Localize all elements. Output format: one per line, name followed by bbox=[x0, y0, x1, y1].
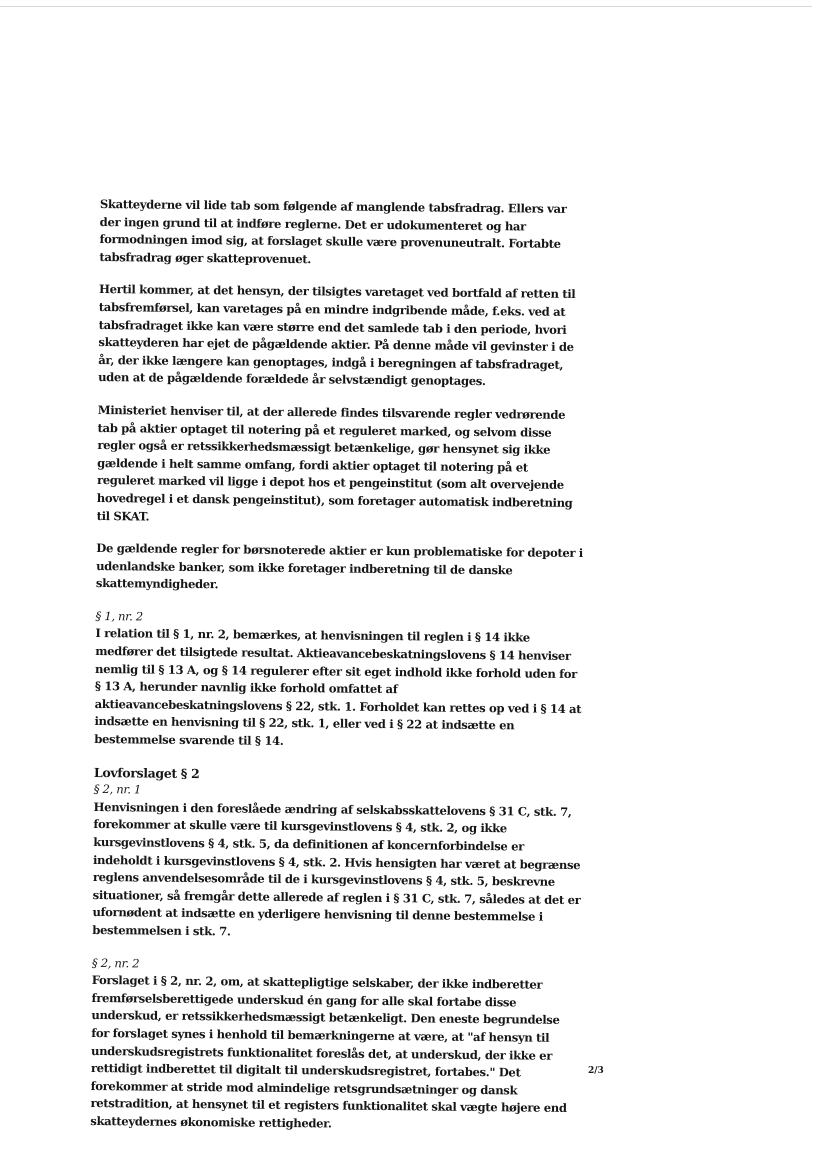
body-text bbox=[90, 196, 588, 1151]
paragraph-alternative: Hertil kommer, at det hensyn, der tilsigtes varetaget ved bortfald af retten til tabsfremførsel, kan varetages på en mindre indgribende måde, f.eks. ved at tabsfradraget ikke kan være større end det samlede tab i den periode, hvori skatteyderen har ejet de pågældende aktier. På denne måde vil gevinster i de år, der ikke længere kan genoptages, indgå i beregningen af tabsfradraget, uden at de pågældende forældede år selvstændigt genoptages. bbox=[98, 282, 576, 389]
scan-edge-line bbox=[0, 6, 812, 7]
section-heading-2: Lovforslaget § 2 bbox=[93, 764, 200, 781]
paragraph-tab-loss: Skatteyderne vil lide tab som følgende af manglende tabsfradrag. Ellers var der ingen grund til at indføre reglerne. Det er udokumenteret og har formodningen imod sig, at forslaget skulle være provenuneutralt. Fortabte tabsfradrag øger skatteprovenuet. bbox=[99, 196, 567, 266]
page-number: 2/3 bbox=[588, 1066, 604, 1076]
paragraph-section-1-2: I relation til § 1, nr. 2, bemærkes, at henvisningen til reglen i § 14 ikke medfører det tilsigtede resultat. Aktieavancebeskatningslovens § 14 henviser nemlig til § 13 A, og § 14 regulerer efter sit eget indhold ikke forhold uden for § 13 A, herunder navnlig ikke forhold omfattet af aktieavancebeskatningslovens § 22, stk. 1. Forholdet kan rettes op ved i § 14 at indsætte en henvisning til § 22, stk. 1, eller ved i § 22 at indsætte en bestemmelse svarende til § 14. bbox=[94, 626, 582, 748]
paragraph-section-2-2: Forslaget i § 2, nr. 2, om, at skattepligtige selskaber, der ikke indberetter fremførselsberettigede underskud én gang for alle skal fortabe disse underskud, er retssikkerhedsmæssigt betænkeligt. Den eneste begrundelse for forslaget synes i henhold til bemærkningerne at være, at "af hensyn til underskudsregistrets funktionalitet foreslås det, at underskud, der ikke er rettidigt indberettet til digitalt til underskudsregistret, fortabes." Det forekommer at stride mod almindelige retsgrundsætninger og dansk retstradition, at hensynet til et registers funktionalitet skal vægte højere end skatteydernes økonomiske rettigheder. bbox=[90, 973, 567, 1131]
subsection-heading-2-1: § 2, nr. 1 bbox=[93, 782, 142, 797]
paragraph-listed-shares: De gældende regler for børsnoterede aktier er kun problematiske for depoter i udenlandske banker, som ikke foretager indberetning til de danske skattemyndigheder. bbox=[95, 541, 583, 592]
subsection-heading-1-2: § 1, nr. 2 bbox=[95, 608, 143, 624]
subsection-heading-2-2: § 2, nr. 2 bbox=[91, 955, 140, 971]
paragraph-section-2-1: Henvisningen i den foreslåede ændring af selskabsskattelovens § 31 C, stk. 7, forekommer at skulle være til kursgevinstlovens § 4, stk. 2, og ikke kursgevinstlovens § 4, stk. 5, da definitionen af koncernforbindelse er indeholdt i kursgevinstlovens § 4, stk. 2. Hvis hensigten har været at begrænse reglens anvendelsesområde til de i kursgevinstlovens § 4, stk. 5, beskrevne situationer, så fremgår dette allerede af reglen i § 31 C, stk. 7, således at det er ufornødent at indsætte en yderligere henvisning til denne bestemmelse i bestemmelsen i stk. 7. bbox=[92, 799, 581, 939]
paragraph-ministry: Ministeriet henviser til, at der allerede findes tilsvarende regler vedrørende tab på aktier optaget til notering på et reguleret marked, og selvom disse regler også er retssikkerhedsmæssigt betænkelige, gør hensynet sig ikke gældende i helt samme omfang, fordi aktier optaget til notering på et reguleret marked vil ligge i depot hos et pengeinstitut (som alt overvejende hovedregel i et dansk pengeinstitut), som foretager automatisk indberetning til SKAT. bbox=[96, 402, 573, 524]
